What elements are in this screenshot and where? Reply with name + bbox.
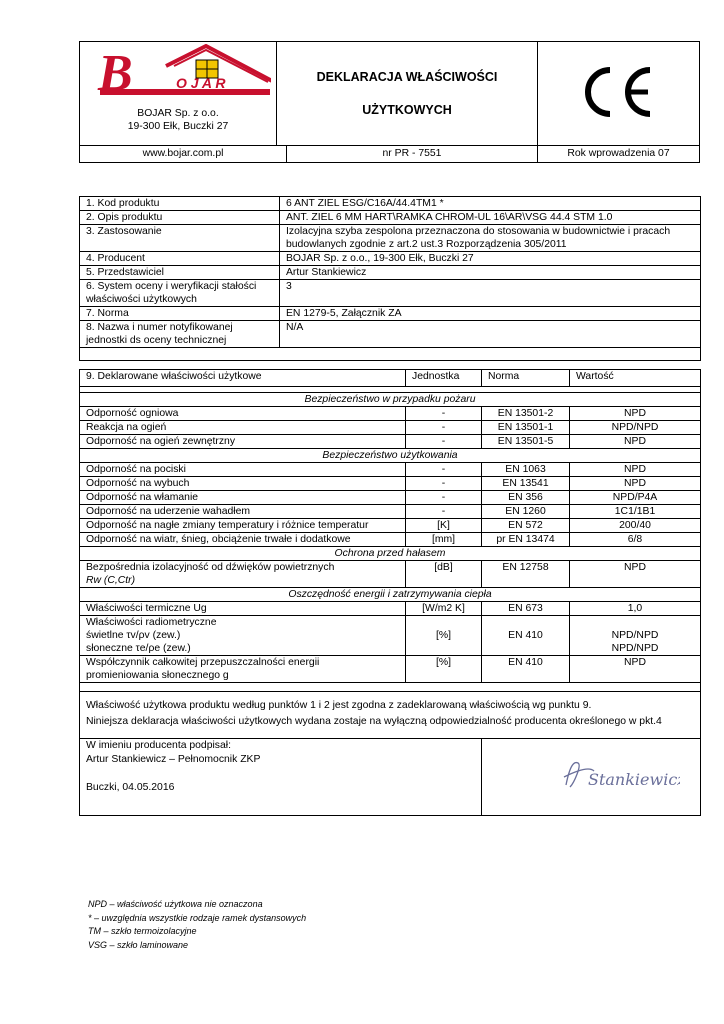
- properties-table: [79, 369, 701, 816]
- property-name: Odporność na ogień zewnętrzny: [80, 435, 406, 449]
- footnotes: [88, 898, 306, 952]
- header-cell: Wartość: [570, 370, 701, 387]
- property-value: NPD/P4A: [570, 491, 701, 505]
- radio-value1: NPD/NPD: [611, 630, 659, 641]
- row-label: 8. Nazwa i numer notyfikowanej jednostki ds oceny technicznej: [80, 321, 280, 348]
- statement-row: [80, 692, 701, 739]
- year-introduced: Rok wprowadzenia 07: [567, 148, 670, 159]
- property-unit: [406, 616, 482, 656]
- header-cell: Norma: [482, 370, 570, 387]
- property-name: Odporność na wybuch: [80, 477, 406, 491]
- table-row: [80, 616, 701, 656]
- radio-line3: słoneczne τe/ρe (zew.): [86, 643, 191, 654]
- radio-line2: świetlne τv/ρv (zew.): [86, 630, 181, 641]
- svg-text:O J A R: O J A R: [176, 75, 226, 91]
- property-name: Odporność na nagłe zmiany temperatury i różnice temperatur: [80, 519, 406, 533]
- property-value: 1C1/1B1: [570, 505, 701, 519]
- property-norm: EN 13541: [482, 477, 570, 491]
- table-row: [80, 505, 701, 519]
- property-unit: -: [406, 407, 482, 421]
- statement-line1: Właściwość użytkowa produktu według punktów 1 i 2 jest zgodna z zadeklarowaną właściwością wg punktu 9.: [86, 700, 592, 711]
- table-row: [80, 533, 701, 547]
- svg-text:Stankiewicz: Stankiewicz: [588, 770, 680, 789]
- table-row: [80, 656, 701, 683]
- table-row: [80, 602, 701, 616]
- property-value: NPD/NPD: [570, 421, 701, 435]
- property-unit: -: [406, 463, 482, 477]
- place-date: Buczki, 04.05.2016: [86, 782, 175, 793]
- section-title: Bezpieczeństwo użytkowania: [80, 449, 701, 463]
- table-row: [80, 321, 701, 348]
- table-row: [80, 561, 701, 588]
- row-value: ANT. ZIEL 6 MM HART\RAMKA CHROM-UL 16\AR\VSG 44.4 STM 1.0: [280, 211, 701, 225]
- table-row: [80, 421, 701, 435]
- header-cell: 9. Deklarowane właściwości użytkowe: [80, 370, 406, 387]
- radio-line1: Właściwości radiometryczne: [86, 617, 217, 628]
- table-row: [80, 435, 701, 449]
- row-value: N/A: [280, 321, 701, 348]
- noise-name-line2: Rw (C,Ctr): [86, 575, 136, 586]
- property-unit: [K]: [406, 519, 482, 533]
- radio-norm: EN 410: [508, 630, 543, 641]
- property-norm: EN 572: [482, 519, 570, 533]
- property-norm: pr EN 13474: [482, 533, 570, 547]
- property-name: Właściwości termiczne Ug: [80, 602, 406, 616]
- property-norm: EN 13501-2: [482, 407, 570, 421]
- row-label: 1. Kod produktu: [80, 197, 280, 211]
- property-value: [570, 616, 701, 656]
- row-label: 7. Norma: [80, 307, 280, 321]
- property-value: NPD: [570, 656, 701, 683]
- property-norm: EN 1260: [482, 505, 570, 519]
- company-name: BOJAR Sp. z o.o.: [137, 108, 219, 119]
- table-row: [80, 519, 701, 533]
- property-norm: EN 673: [482, 602, 570, 616]
- property-value: 200/40: [570, 519, 701, 533]
- property-unit: [W/m2 K]: [406, 602, 482, 616]
- row-value: Izolacyjna szyba zespolona przeznaczona do stosowania w budownictwie i pracach budowlanych zgodnie z art.2 ust.3 Rozporządzenia 305/2011: [280, 225, 701, 252]
- signature-row: [80, 739, 701, 816]
- ce-mark-icon: [580, 62, 660, 122]
- svg-text:B: B: [98, 45, 133, 102]
- property-norm: EN 13501-1: [482, 421, 570, 435]
- row-label: 5. Przedstawiciel: [80, 266, 280, 280]
- property-value: 6/8: [570, 533, 701, 547]
- footnote: * – uwzględnia wszystkie rodzaje ramek dystansowych: [88, 912, 307, 923]
- property-unit: -: [406, 505, 482, 519]
- radio-unit: [%]: [435, 630, 451, 641]
- properties-header-row: [80, 370, 701, 387]
- property-name: Odporność ogniowa: [80, 407, 406, 421]
- property-norm: EN 1063: [482, 463, 570, 477]
- section-title: Oszczędność energii i zatrzymywania ciepła: [80, 588, 701, 602]
- row-label: 3. Zastosowanie: [80, 225, 280, 252]
- company-address: 19-300 Ełk, Buczki 27: [127, 121, 229, 132]
- table-row: [80, 491, 701, 505]
- property-value: NPD: [570, 407, 701, 421]
- signer-name: Artur Stankiewicz – Pełnomocnik ZKP: [86, 754, 261, 765]
- product-info-table: [79, 196, 701, 361]
- property-name: [80, 656, 406, 683]
- property-norm: EN 12758: [482, 561, 570, 588]
- property-name: Reakcja na ogień: [80, 421, 406, 435]
- doc-title-line1: DEKLARACJA WŁAŚCIWOŚCI: [316, 70, 498, 84]
- section-title: Ochrona przed hałasem: [80, 547, 701, 561]
- table-row: [80, 280, 701, 307]
- g-line2: promieniowania słonecznego g: [86, 670, 229, 681]
- property-value: NPD: [570, 477, 701, 491]
- property-unit: -: [406, 421, 482, 435]
- table-row: [80, 477, 701, 491]
- property-name: [80, 561, 406, 588]
- table-row: [80, 252, 701, 266]
- header-box: [79, 41, 700, 163]
- footnote: TM – szkło termoizolacyjne: [88, 926, 197, 936]
- row-value: 6 ANT ZIEL ESG/C16A/44.4TM1 *: [280, 197, 701, 211]
- noise-name-line1: Bezpośrednia izolacyjność od dźwięków powietrznych: [86, 562, 335, 573]
- property-value: NPD: [570, 561, 701, 588]
- table-row: [80, 463, 701, 477]
- property-value: NPD: [570, 463, 701, 477]
- handwritten-signature: [560, 755, 680, 795]
- row-value: BOJAR Sp. z o.o., 19-300 Ełk, Buczki 27: [280, 252, 701, 266]
- property-norm: EN 13501-5: [482, 435, 570, 449]
- property-norm: [482, 616, 570, 656]
- doc-title-line2: UŻYTKOWYCH: [362, 103, 452, 117]
- row-value: 3: [280, 280, 701, 307]
- table-row: [80, 197, 701, 211]
- table-row: [80, 225, 701, 252]
- property-unit: [mm]: [406, 533, 482, 547]
- footnote: NPD – właściwość użytkowa nie oznaczona: [88, 899, 263, 909]
- property-unit: -: [406, 477, 482, 491]
- property-name: Odporność na pociski: [80, 463, 406, 477]
- property-name: Odporność na wiatr, śnieg, obciążenie trwałe i dodatkowe: [80, 533, 406, 547]
- table-row: [80, 407, 701, 421]
- row-label: 4. Producent: [80, 252, 280, 266]
- g-line1: Współczynnik całkowitej przepuszczalności energii: [86, 657, 320, 668]
- property-name: [80, 616, 406, 656]
- header-cell: Jednostka: [406, 370, 482, 387]
- radio-value2: NPD/NPD: [611, 643, 659, 654]
- property-unit: -: [406, 491, 482, 505]
- property-norm: EN 356: [482, 491, 570, 505]
- table-row: [80, 266, 701, 280]
- row-value: Artur Stankiewicz: [280, 266, 701, 280]
- property-name: Odporność na uderzenie wahadłem: [80, 505, 406, 519]
- row-value: EN 1279-5, Załącznik ZA: [280, 307, 701, 321]
- property-unit: -: [406, 435, 482, 449]
- row-label: 2. Opis produktu: [80, 211, 280, 225]
- property-unit: [dB]: [406, 561, 482, 588]
- property-value: 1,0: [570, 602, 701, 616]
- property-name: Odporność na włamanie: [80, 491, 406, 505]
- table-row: [80, 307, 701, 321]
- property-norm: EN 410: [482, 656, 570, 683]
- property-unit: [%]: [406, 656, 482, 683]
- doc-number: nr PR - 7551: [382, 148, 442, 159]
- statement-line2: Niniejsza deklaracja właściwości użytkowych wydana zostaje na wyłączną odpowiedzialność producenta określonego w pkt.4: [86, 716, 662, 727]
- signer-intro: W imieniu producenta podpisał:: [86, 740, 231, 751]
- table-row: [80, 211, 701, 225]
- company-logo: [96, 44, 271, 102]
- row-label: 6. System oceny i weryfikacji stałości właściwości użytkowych: [80, 280, 280, 307]
- property-value: NPD: [570, 435, 701, 449]
- footnote: VSG – szkło laminowane: [88, 939, 189, 950]
- website-link[interactable]: www.bojar.com.pl: [142, 148, 224, 159]
- section-title: Bezpieczeństwo w przypadku pożaru: [80, 393, 701, 407]
